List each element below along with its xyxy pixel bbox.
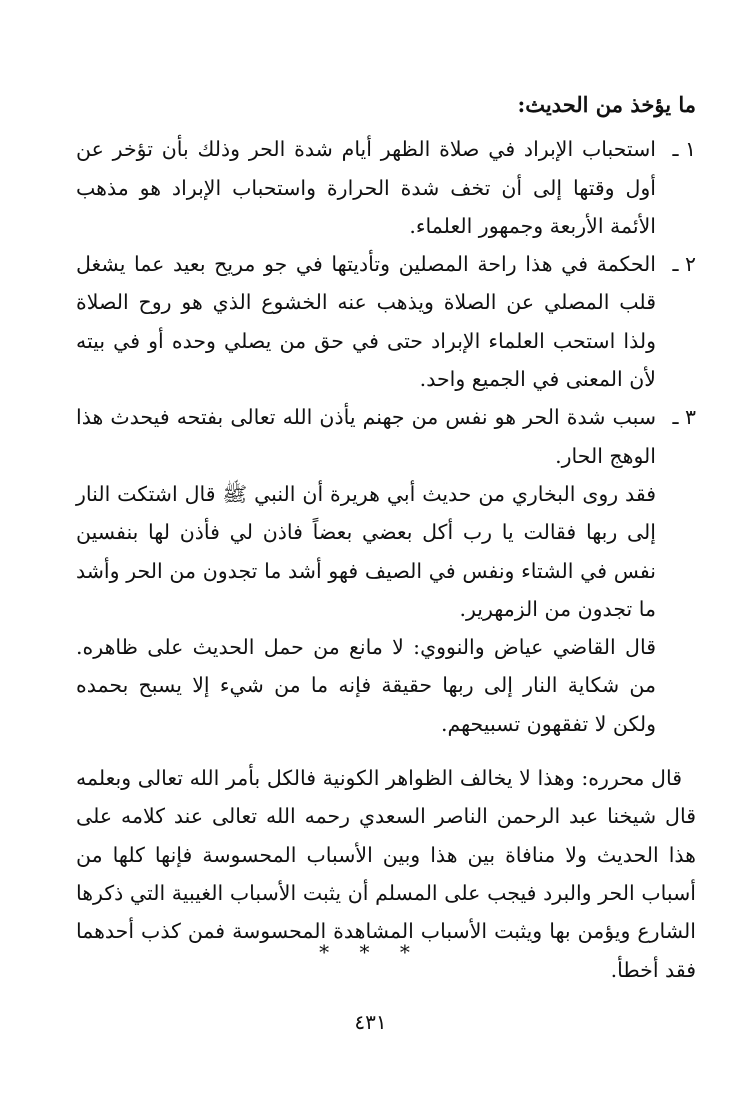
list-item-2 — [76, 245, 696, 398]
item-text: استحباب الإبراد في صلاة الظهر أيام شدة الحر وذلك بأن تؤخر عن أول وقتها إلى أن تخف شدة الحرارة واستحباب الإبراد هو مذهب الأئمة الأربعة وجمهور العلماء. — [76, 137, 656, 238]
item-number: ٣ ـ — [672, 405, 696, 430]
item-text: سبب شدة الحر هو نفس من جهنم يأذن الله تعالى بفتحه فيحدث هذا الوهج الحار. — [76, 405, 656, 468]
item-text: الحكمة في هذا راحة المصلين وتأديتها في جو مريح بعيد عما يشغل قلب المصلي عن الصلاة ويذهب عنه الخشوع الذي هو روح الصلاة ولذا استحب العلماء الإبراد حتى في حق من يصلي وحده أو في بيته لأن المعنى في الجميع واحد. — [76, 252, 656, 392]
item-number: ٢ ـ — [672, 252, 696, 277]
iyad-quote: قال القاضي عياض والنووي: لا مانع من حمل الحديث على ظاهره. من شكاية النار إلى ربها حقيقة فإنه ما من شيء إلا يسبح بحمده ولكن لا تفقهون تسبيحهم. — [76, 635, 656, 736]
section-separator: * * * — [319, 940, 422, 964]
bukhari-quote: فقد روى البخاري من حديث أبي هريرة أن النبي ﷺ قال اشتكت النار إلى ربها فقالت يا رب أكل بعضي بعضاً فاذن لي فأذن لها بنفسين نفس في الشتاء ونفس في الصيف فهو أشد ما تجدون من الحر وأشد ما تجدون من الزمهرير. — [76, 481, 656, 621]
list-item-1 — [76, 130, 696, 245]
editor-note: قال محرره: وهذا لا يخالف الظواهر الكونية فالكل بأمر الله تعالى وبعلمه قال شيخنا عبد الرحمن الناصر السعدي رحمه الله تعالى عند كلامه على هذا الحديث ولا منافاة بين هذا وبين الأسباب المحسوسة فإنها كلها من أسباب الحر والبرد فيجب على المسلم أن يثبت الأسباب الغيبية التي ذكرها الشارع ويؤمن بها ويثبت الأسباب المشاهدة المحسوسة فمن كذب أحدهما فقد أخطأ. — [76, 766, 696, 982]
list-item-3 — [76, 398, 696, 475]
page-content — [76, 86, 696, 989]
section-heading: ما يؤخذ من الحديث: — [517, 92, 696, 117]
page-number: ٤٣١ — [354, 1010, 387, 1034]
item-number: ١ ـ — [672, 137, 696, 162]
